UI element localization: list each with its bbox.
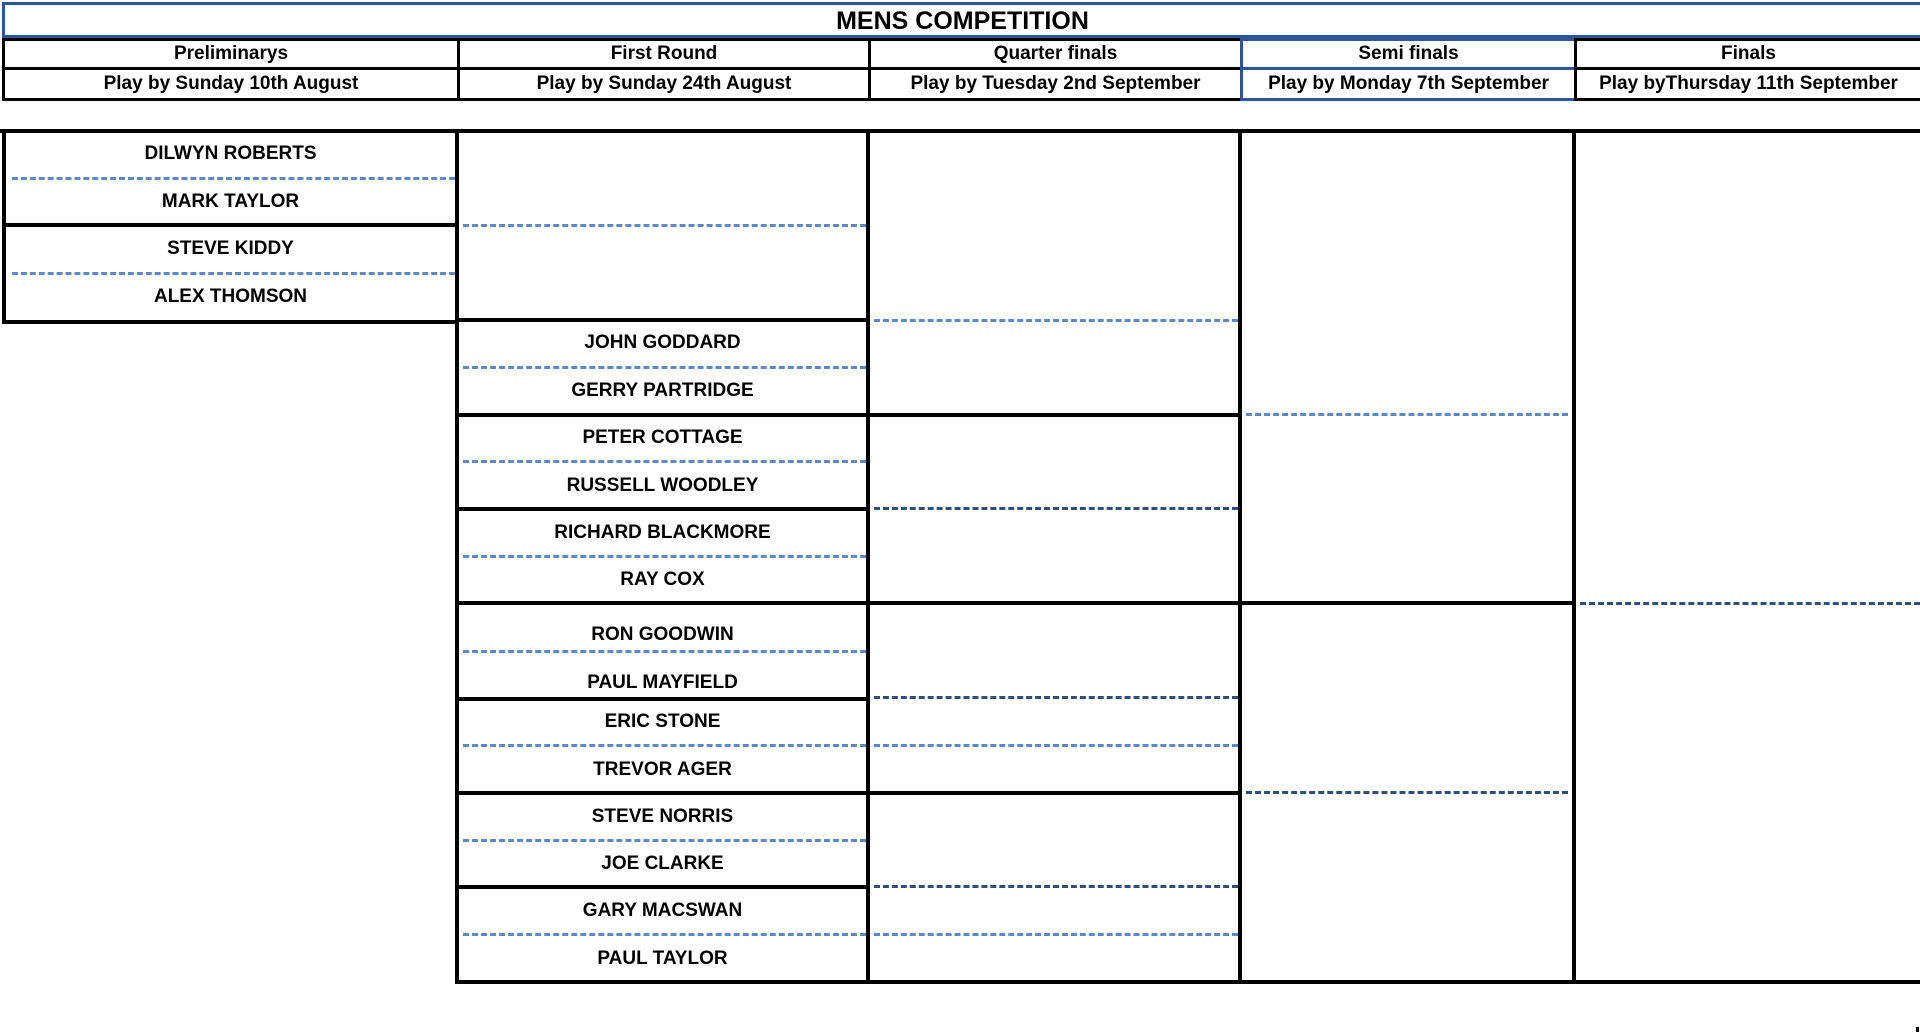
winner-slot-dash — [874, 696, 1238, 699]
first-round-divider — [455, 507, 870, 511]
round-header-finals: Finals — [1574, 38, 1920, 70]
player-name: ERIC STONE — [604, 711, 721, 732]
player-name: RUSSELL WOODLEY — [566, 475, 759, 496]
match-dash — [463, 839, 866, 842]
player-name: ALEX THOMSON — [153, 286, 308, 307]
match-dash — [463, 460, 866, 463]
first-round-divider — [455, 697, 870, 701]
winner-slot-dash — [1580, 602, 1920, 605]
round-header-first-round: First Round — [457, 38, 868, 70]
first-round-divider — [455, 791, 870, 795]
match-dash — [463, 555, 866, 558]
match-dash — [12, 177, 455, 180]
player-name: PAUL TAYLOR — [597, 948, 728, 969]
match-dash — [12, 272, 455, 275]
winner-slot-dash — [1246, 413, 1568, 416]
winner-slot-dash — [874, 507, 1238, 510]
preliminary-divider — [2, 223, 459, 227]
winner-slot-dash — [463, 224, 866, 227]
match-dash — [463, 744, 866, 747]
player-name: STEVE NORRIS — [591, 806, 734, 827]
winner-slot-dash — [874, 744, 1238, 747]
player-name: PAUL MAYFIELD — [587, 672, 738, 693]
deadline-preliminary: Play by Sunday 10th August — [2, 67, 457, 101]
deadline-semi-finals: Play by Monday 7th September — [1240, 67, 1574, 101]
player-name: RICHARD BLACKMORE — [554, 522, 771, 543]
semi-divider — [1238, 601, 1576, 605]
winner-slot-dash — [874, 933, 1238, 936]
player-name: JOHN GODDARD — [584, 332, 741, 353]
player-name: MARK TAYLOR — [161, 191, 300, 212]
player-name: GERRY PARTRIDGE — [571, 380, 754, 401]
match-dash — [463, 650, 866, 653]
column-line-semi — [1238, 129, 1242, 984]
player-name: RON GOODWIN — [591, 624, 734, 645]
competition-title: MENS COMPETITION — [2, 2, 1920, 38]
quarter-divider — [866, 791, 1242, 795]
player-name: RAY COX — [620, 569, 705, 590]
quarter-divider — [866, 601, 1242, 605]
first-round-divider — [455, 601, 870, 605]
player-name: JOE CLARKE — [601, 853, 724, 874]
deadline-quarter-finals: Play by Tuesday 2nd September — [868, 67, 1240, 101]
player-name: PETER COTTAGE — [582, 427, 743, 448]
round-header-semi-finals: Semi finals — [1240, 38, 1574, 70]
first-round-divider — [455, 885, 870, 889]
round-header-preliminary: Preliminarys — [2, 38, 457, 70]
quarter-divider — [866, 413, 1242, 417]
player-name: TREVOR AGER — [593, 759, 732, 780]
column-line-final — [1572, 129, 1576, 984]
player-name: DILWYN ROBERTS — [144, 143, 317, 164]
first-round-divider — [455, 413, 870, 417]
winner-slot-dash — [1246, 791, 1568, 794]
match-dash — [463, 933, 866, 936]
winner-slot-dash — [874, 885, 1238, 888]
round-header-quarter-finals: Quarter finals — [868, 38, 1240, 70]
deadline-first-round: Play by Sunday 24th August — [457, 67, 868, 101]
bracket-bottom-line — [455, 980, 1920, 984]
player-name: STEVE KIDDY — [167, 238, 294, 259]
winner-slot-dash — [874, 319, 1238, 322]
match-dash — [463, 366, 866, 369]
first-round-divider — [455, 318, 870, 322]
deadline-finals: Play byThursday 11th September — [1574, 67, 1920, 101]
column-line-quarter — [866, 129, 870, 984]
player-name: GARY MACSWAN — [582, 900, 743, 921]
corner-mark — [1916, 1027, 1919, 1032]
